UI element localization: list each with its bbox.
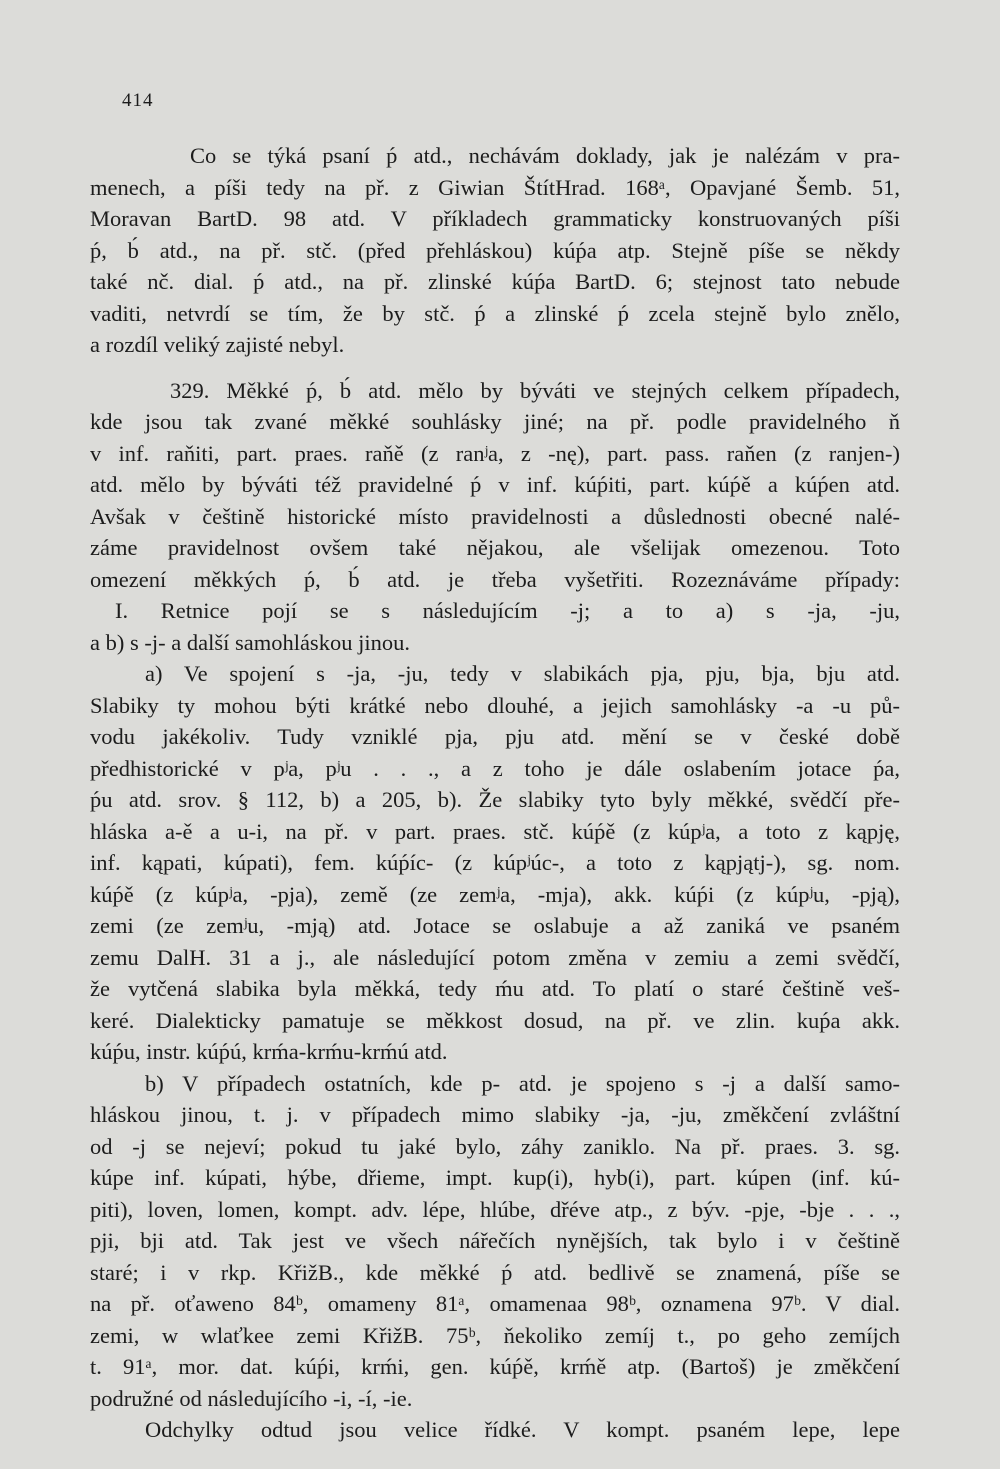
text-line: zemi, w wlaťkee zemi KřižB. 75ᵇ, ňekoliko zemíj t., po geho zemíjch bbox=[90, 1322, 900, 1348]
text-line: Co se týká psaní ṕ atd., nechávám doklady, jak je nalézám v pra- bbox=[190, 143, 900, 168]
text-line: 329. Měkké ṕ, b́ atd. mělo by býváti ve stejných celkem případech, bbox=[170, 377, 900, 403]
text-line: podružné od následujícího -i, -í, -ie. bbox=[90, 1385, 413, 1411]
text-line: a) Ve spojení s -ja, -ju, tedy v slabikách pja, pju, bja, bju atd. bbox=[145, 661, 900, 686]
text-line: Slabiky ty mohou býti krátké nebo dlouhé, a jejich samohlásky -a -u pů- bbox=[90, 692, 900, 718]
paragraph bbox=[90, 658, 900, 1068]
body-text bbox=[90, 140, 900, 1446]
text-line: že vytčená slabika byla měkká, tedy ḿu atd. To platí o staré češtině veš- bbox=[90, 976, 900, 1001]
text-line: Moravan BartD. 98 atd. V příkladech grammaticky konstruovaných píši bbox=[90, 206, 900, 231]
text-line: staré; i v rkp. KřižB., kde měkké ṕ atd. bedlivě se znamená, píše se bbox=[90, 1259, 900, 1285]
text-line: pji, bji atd. Tak jest ve všech nářečích nynějších, tak bylo i v češtině bbox=[90, 1228, 900, 1253]
text-line: hláska a-ě a u-i, na př. v part. praes. stč. kúṕě (z kúpʲa, a toto z kąpję, bbox=[90, 818, 900, 844]
paragraph bbox=[90, 140, 900, 361]
text-line: a rozdíl veliký zajisté nebyl. bbox=[90, 332, 345, 357]
text-line: kúṕu, instr. kúṕú, krḿa-krḿu-krḿú atd. bbox=[90, 1039, 448, 1064]
text-line: menech, a píši tedy na př. z Giwian ŠtítHrad. 168ᵃ, Opavjané Šemb. 51, bbox=[90, 174, 900, 200]
text-line: od -j se nejeví; pokud tu jaké bylo, záhy zaniklo. Na př. praes. 3. sg. bbox=[90, 1133, 900, 1159]
text-line: záme pravidelnost ovšem také nějakou, ale všelijak omezenou. Toto bbox=[90, 535, 900, 560]
text-line: ṕu atd. srov. § 112, b) a 205, b). Že slabiky tyto byly měkké, svědčí pře- bbox=[90, 787, 900, 812]
text-line: hláskou jinou, t. j. v případech mimo slabiky -ja, -ju, změkčení zvláštní bbox=[90, 1102, 900, 1127]
text-line: vodu jakékoliv. Tudy vzniklé pja, pju atd. mění se v české době bbox=[90, 724, 900, 749]
text-line: Avšak v češtině historické místo pravidelnosti a důslednosti obecné nalé- bbox=[90, 503, 900, 529]
paragraph bbox=[90, 1414, 900, 1446]
text-line: v inf. raňiti, part. praes. raňě (z ranʲa, z -nę), part. pass. raňen (z ranjen-) bbox=[90, 440, 900, 466]
text-line: ṕ, b́ atd., na př. stč. (před přehláskou) kúṕa atp. Stejně píše se někdy bbox=[90, 237, 900, 263]
page-number: 414 bbox=[122, 90, 154, 111]
text-line: Odchylky odtud jsou velice řídké. V kompt. psaném lepe, lepe bbox=[145, 1417, 900, 1442]
text-line: t. 91ᵃ, mor. dat. kúṕi, krḿi, gen. kúṕě, krḿě atp. (Bartoš) je změkčení bbox=[90, 1354, 900, 1379]
text-line: kúpe inf. kúpati, hýbe, dřieme, impt. kup(i), hyb(i), part. kúpen (inf. kú- bbox=[90, 1165, 900, 1190]
text-line: kde jsou tak zvané měkké souhlásky jiné; na př. podle pravidelného ň bbox=[90, 409, 900, 434]
text-line: vaditi, netvrdí se tím, že by stč. ṕ a zlinské ṕ zcela stejně bylo znělo, bbox=[90, 300, 900, 326]
text-line: atd. mělo by býváti též pravidelné ṕ v inf. kúṕiti, part. kúṕě a kúṕen atd. bbox=[90, 472, 900, 497]
text-line: předhistorické v pʲa, pʲu . . ., a z toho je dále oslabením jotace ṕa, bbox=[90, 755, 900, 781]
text-line: omezení měkkých ṕ, b́ atd. je třeba vyšetřiti. Rozeznáváme případy: bbox=[90, 566, 900, 592]
text-line: inf. kąpati, kúpati), fem. kúṕíc- (z kúpʲúc-, a toto z kąpjątj-), sg. nom. bbox=[90, 850, 900, 875]
paragraph bbox=[90, 375, 900, 659]
text-line: zemi (ze zemʲu, -mją) atd. Jotace se oslabuje a až zaniká ve psaném bbox=[90, 913, 900, 938]
text-line: piti), loven, lomen, kompt. adv. lépe, hlúbe, dřéve atp., z býv. -pje, -bje . . ., bbox=[90, 1196, 900, 1222]
text-line: kúṕě (z kúpʲa, -pja), země (ze zemʲa, -mja), akk. kúṕi (z kúpʲu, -pją), bbox=[90, 881, 900, 907]
text-line: keré. Dialekticky pamatuje se měkkost dosud, na př. ve zlin. kuṕa akk. bbox=[90, 1007, 900, 1033]
paragraph bbox=[90, 1068, 900, 1415]
text-line: a b) s -j- a další samohláskou jinou. bbox=[90, 629, 410, 655]
text-line: zemu DalH. 31 a j., ale následující potom změna v zemiu a zemi svědčí, bbox=[90, 944, 900, 970]
text-line: b) V případech ostatních, kde p- atd. je spojeno s -j a další samo- bbox=[145, 1070, 900, 1096]
text-line: na př. oťaweno 84ᵇ, omameny 81ᵃ, omamenaa 98ᵇ, oznamena 97ᵇ. V dial. bbox=[90, 1291, 900, 1316]
text-line: I. Retnice pojí se s následujícím -j; a to a) s -ja, -ju, bbox=[115, 598, 900, 623]
text-line: také nč. dial. ṕ atd., na př. zlinské kúṕa BartD. 6; stejnost tato nebude bbox=[90, 269, 900, 294]
